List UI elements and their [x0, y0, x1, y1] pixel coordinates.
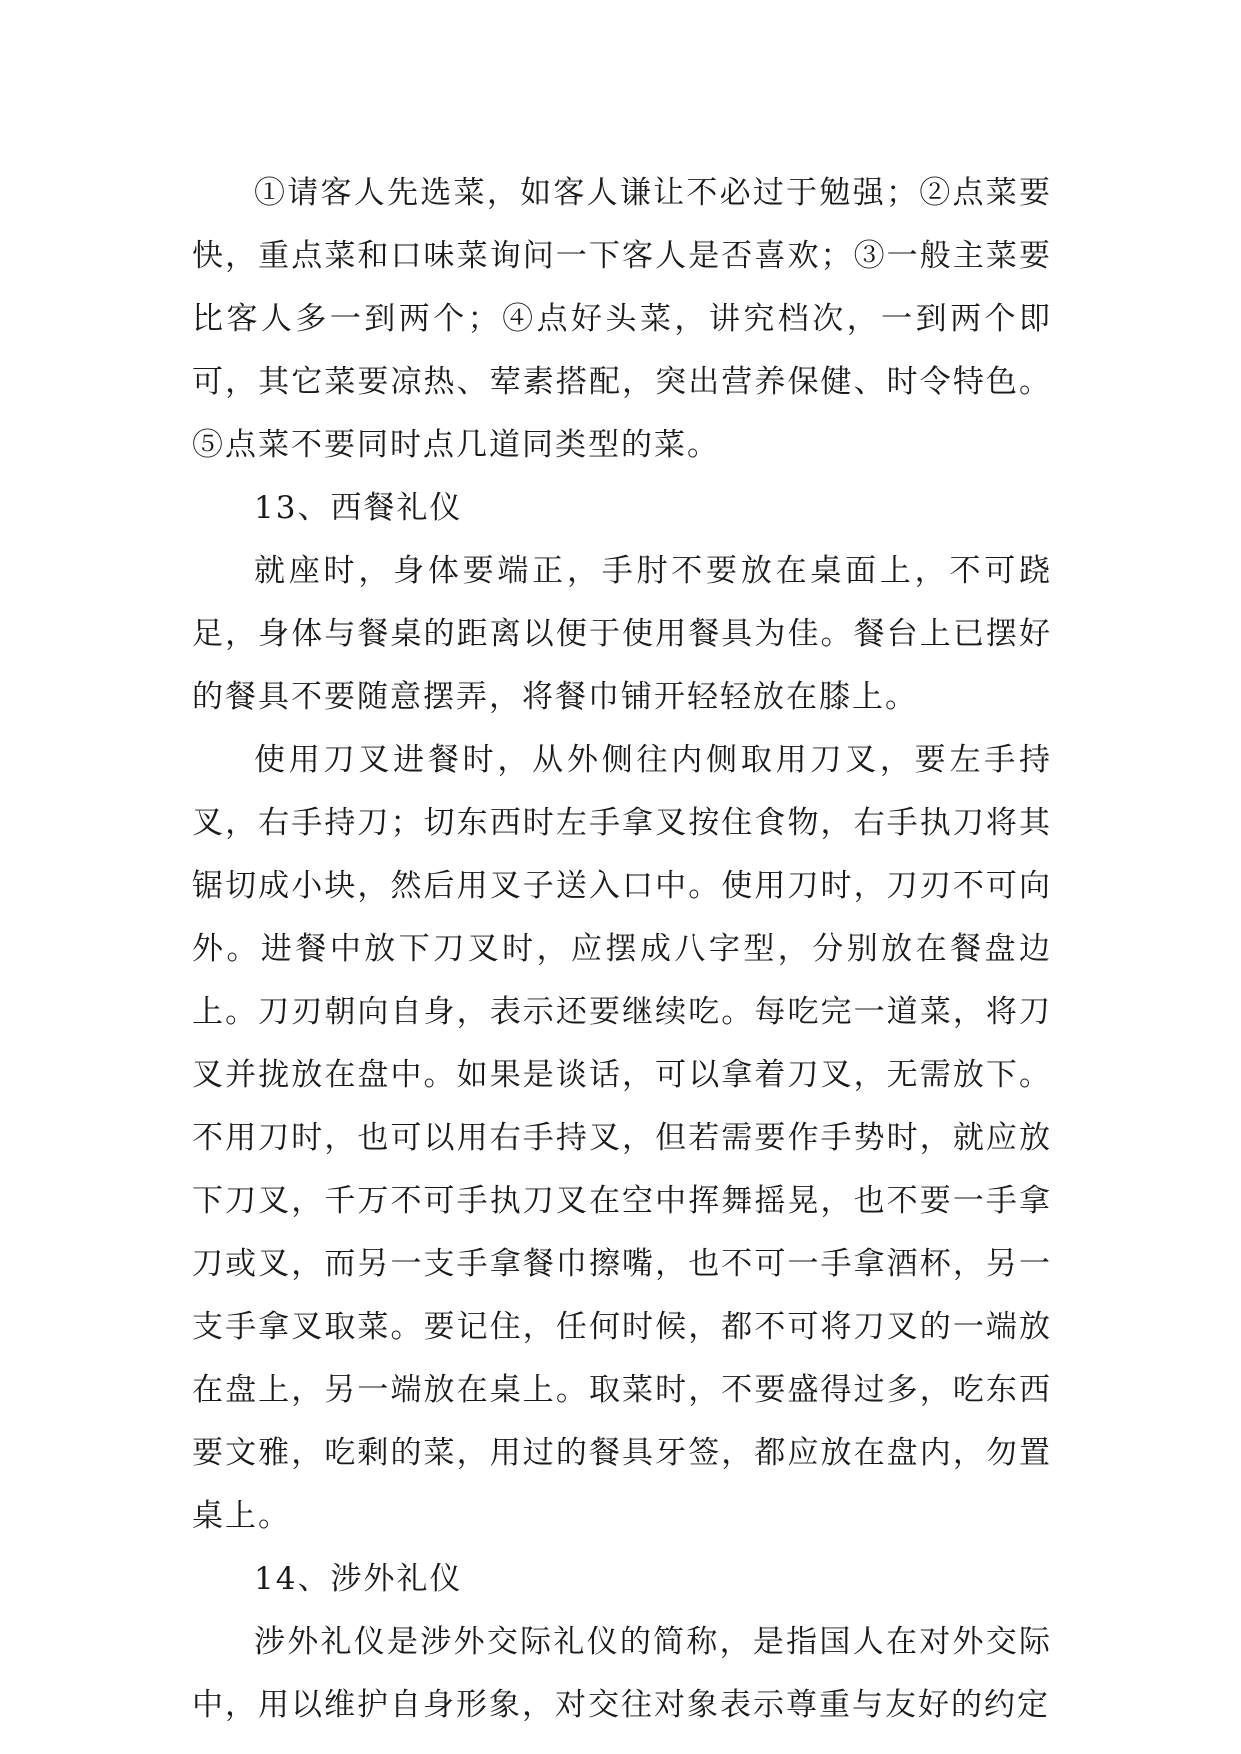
section-heading-western-dining: 13、西餐礼仪 [254, 490, 463, 526]
paragraph-cutlery-use: 使用刀叉进餐时，从外侧往内侧取用刀叉，要左手持叉，右手持刀；切东西时左手拿叉按住食物，右手执刀将其锯切成小块，然后用叉子送入口中。使用刀时，刀刃不可向外。进餐中放下刀叉时，应摆成八字型，分别放在餐盘边上。刀刃朝向自身，表示还要继续吃。每吃完一道菜，将刀叉并拢放在盘中。如果是谈话，可以拿着刀叉，无需放下。不用刀时，也可以用右手持叉，但若需要作手势时，就应放下刀叉，千万不可手执刀叉在空中挥舞摇晃，也不要一手拿刀或叉，而另一支手拿餐巾擦嘴，也不可一手拿酒杯，另一支手拿叉取菜。要记住，任何时候，都不可将刀叉的一端放在盘上，另一端放在桌上。取菜时，不要盛得过多，吃东西要文雅，吃剩的菜，用过的餐具牙签，都应放在盘内，勿置桌上。 [192, 742, 1052, 1534]
paragraph-seating: 就座时，身体要端正，手肘不要放在桌面上，不可跷足，身体与餐桌的距离以便于使用餐具为佳。餐台上已摆好的餐具不要随意摆弄，将餐巾铺开轻轻放在膝上。 [192, 553, 1052, 715]
section-heading-foreign-etiquette: 14、涉外礼仪 [254, 1561, 463, 1597]
document-page [192, 162, 1052, 1737]
paragraph-foreign-etiquette-definition: 涉外礼仪是涉外交际礼仪的简称，是指国人在对外交际中，用以维护自身形象，对交往对象表示尊重与友好的约定 [192, 1624, 1052, 1723]
paragraph-ordering-tips: ①请客人先选菜，如客人谦让不必过于勉强；②点菜要快，重点菜和口味菜询问一下客人是否喜欢；③一般主菜要比客人多一到两个；④点好头菜，讲究档次，一到两个即可，其它菜要凉热、荤素搭配，突出营养保健、时令特色。⑤点菜不要同时点几道同类型的菜。 [192, 175, 1052, 463]
